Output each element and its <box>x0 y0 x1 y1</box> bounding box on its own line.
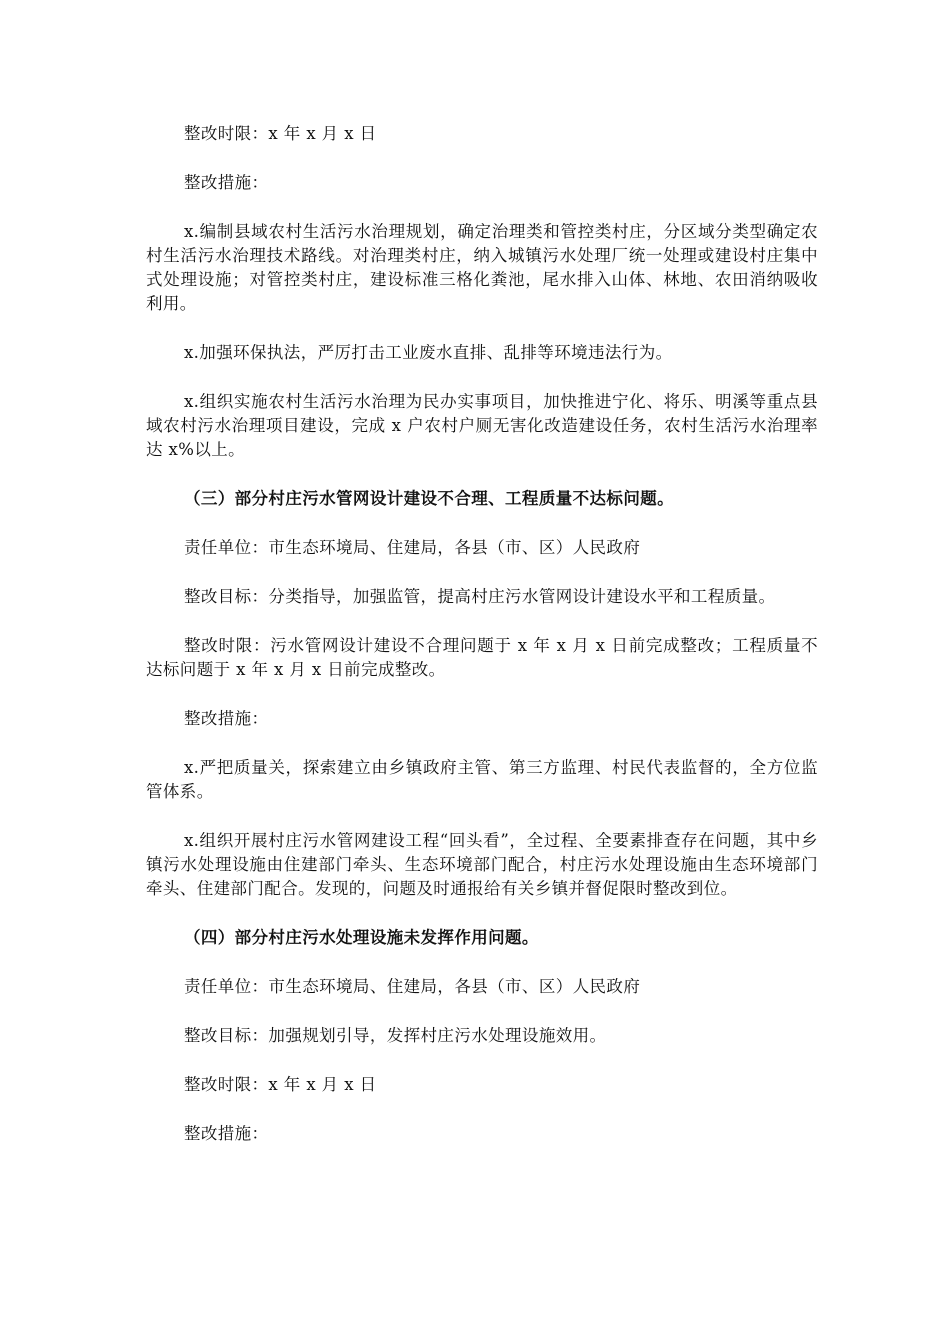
measure-item: x.组织开展村庄污水管网建设工程“回头看”，全过程、全要素排查存在问题，其中乡镇污水处理设施由住建部门牵头、生态环境部门配合，村庄污水处理设施由生态环境部门牵头、住建部门配合。发现的，问题及时通报给有关乡镇并督促限时整改到位。 <box>146 831 818 898</box>
measure-item: x.加强环保执法，严厉打击工业废水直排、乱排等环境违法行为。 <box>183 343 673 362</box>
measures-label: 整改措施： <box>183 1124 269 1143</box>
deadline-text: 整改时限：污水管网设计建设不合理问题于 x 年 x 月 x 日前完成整改；工程质量不达标问题于 x 年 x 月 x 日前完成整改。 <box>146 636 818 679</box>
responsible-unit-text: 责任单位：市生态环境局、住建局，各县（市、区）人民政府 <box>183 977 641 996</box>
measure-item: x.组织实施农村生活污水治理为民办实事项目，加快推进宁化、将乐、明溪等重点县域农村污水治理项目建设，完成 x 户农村户厕无害化改造建设任务，农村生活污水治理率达 x%以上。 <box>146 392 818 459</box>
measure-item: x.编制县域农村生活污水治理规划，确定治理类和管控类村庄，分区域分类型确定农村生活污水治理技术路线。对治理类村庄，纳入城镇污水处理厂统一处理或建设村庄集中式处理设施；对管控类村庄，建设标准三格化粪池，尾水排入山体、林地、农田消纳吸收利用。 <box>146 222 818 313</box>
deadline-text: 整改时限：x 年 x 月 x 日 <box>183 1075 377 1094</box>
measures-label: 整改措施： <box>183 173 269 192</box>
measure-item: x.严把质量关，探索建立由乡镇政府主管、第三方监理、村民代表监督的，全方位监管体系。 <box>146 758 818 801</box>
section-heading: （四）部分村庄污水处理设施未发挥作用问题。 <box>183 928 539 947</box>
responsible-unit-text: 责任单位：市生态环境局、住建局，各县（市、区）人民政府 <box>183 538 641 557</box>
document-body <box>146 122 818 1171</box>
deadline-text: 整改时限：x 年 x 月 x 日 <box>183 124 377 143</box>
section-heading: （三）部分村庄污水管网设计建设不合理、工程质量不达标问题。 <box>183 489 675 508</box>
target-text: 整改目标：加强规划引导，发挥村庄污水处理设施效用。 <box>183 1026 607 1045</box>
measures-label: 整改措施： <box>183 709 269 728</box>
target-text: 整改目标：分类指导，加强监管，提高村庄污水管网设计建设水平和工程质量。 <box>183 587 776 606</box>
